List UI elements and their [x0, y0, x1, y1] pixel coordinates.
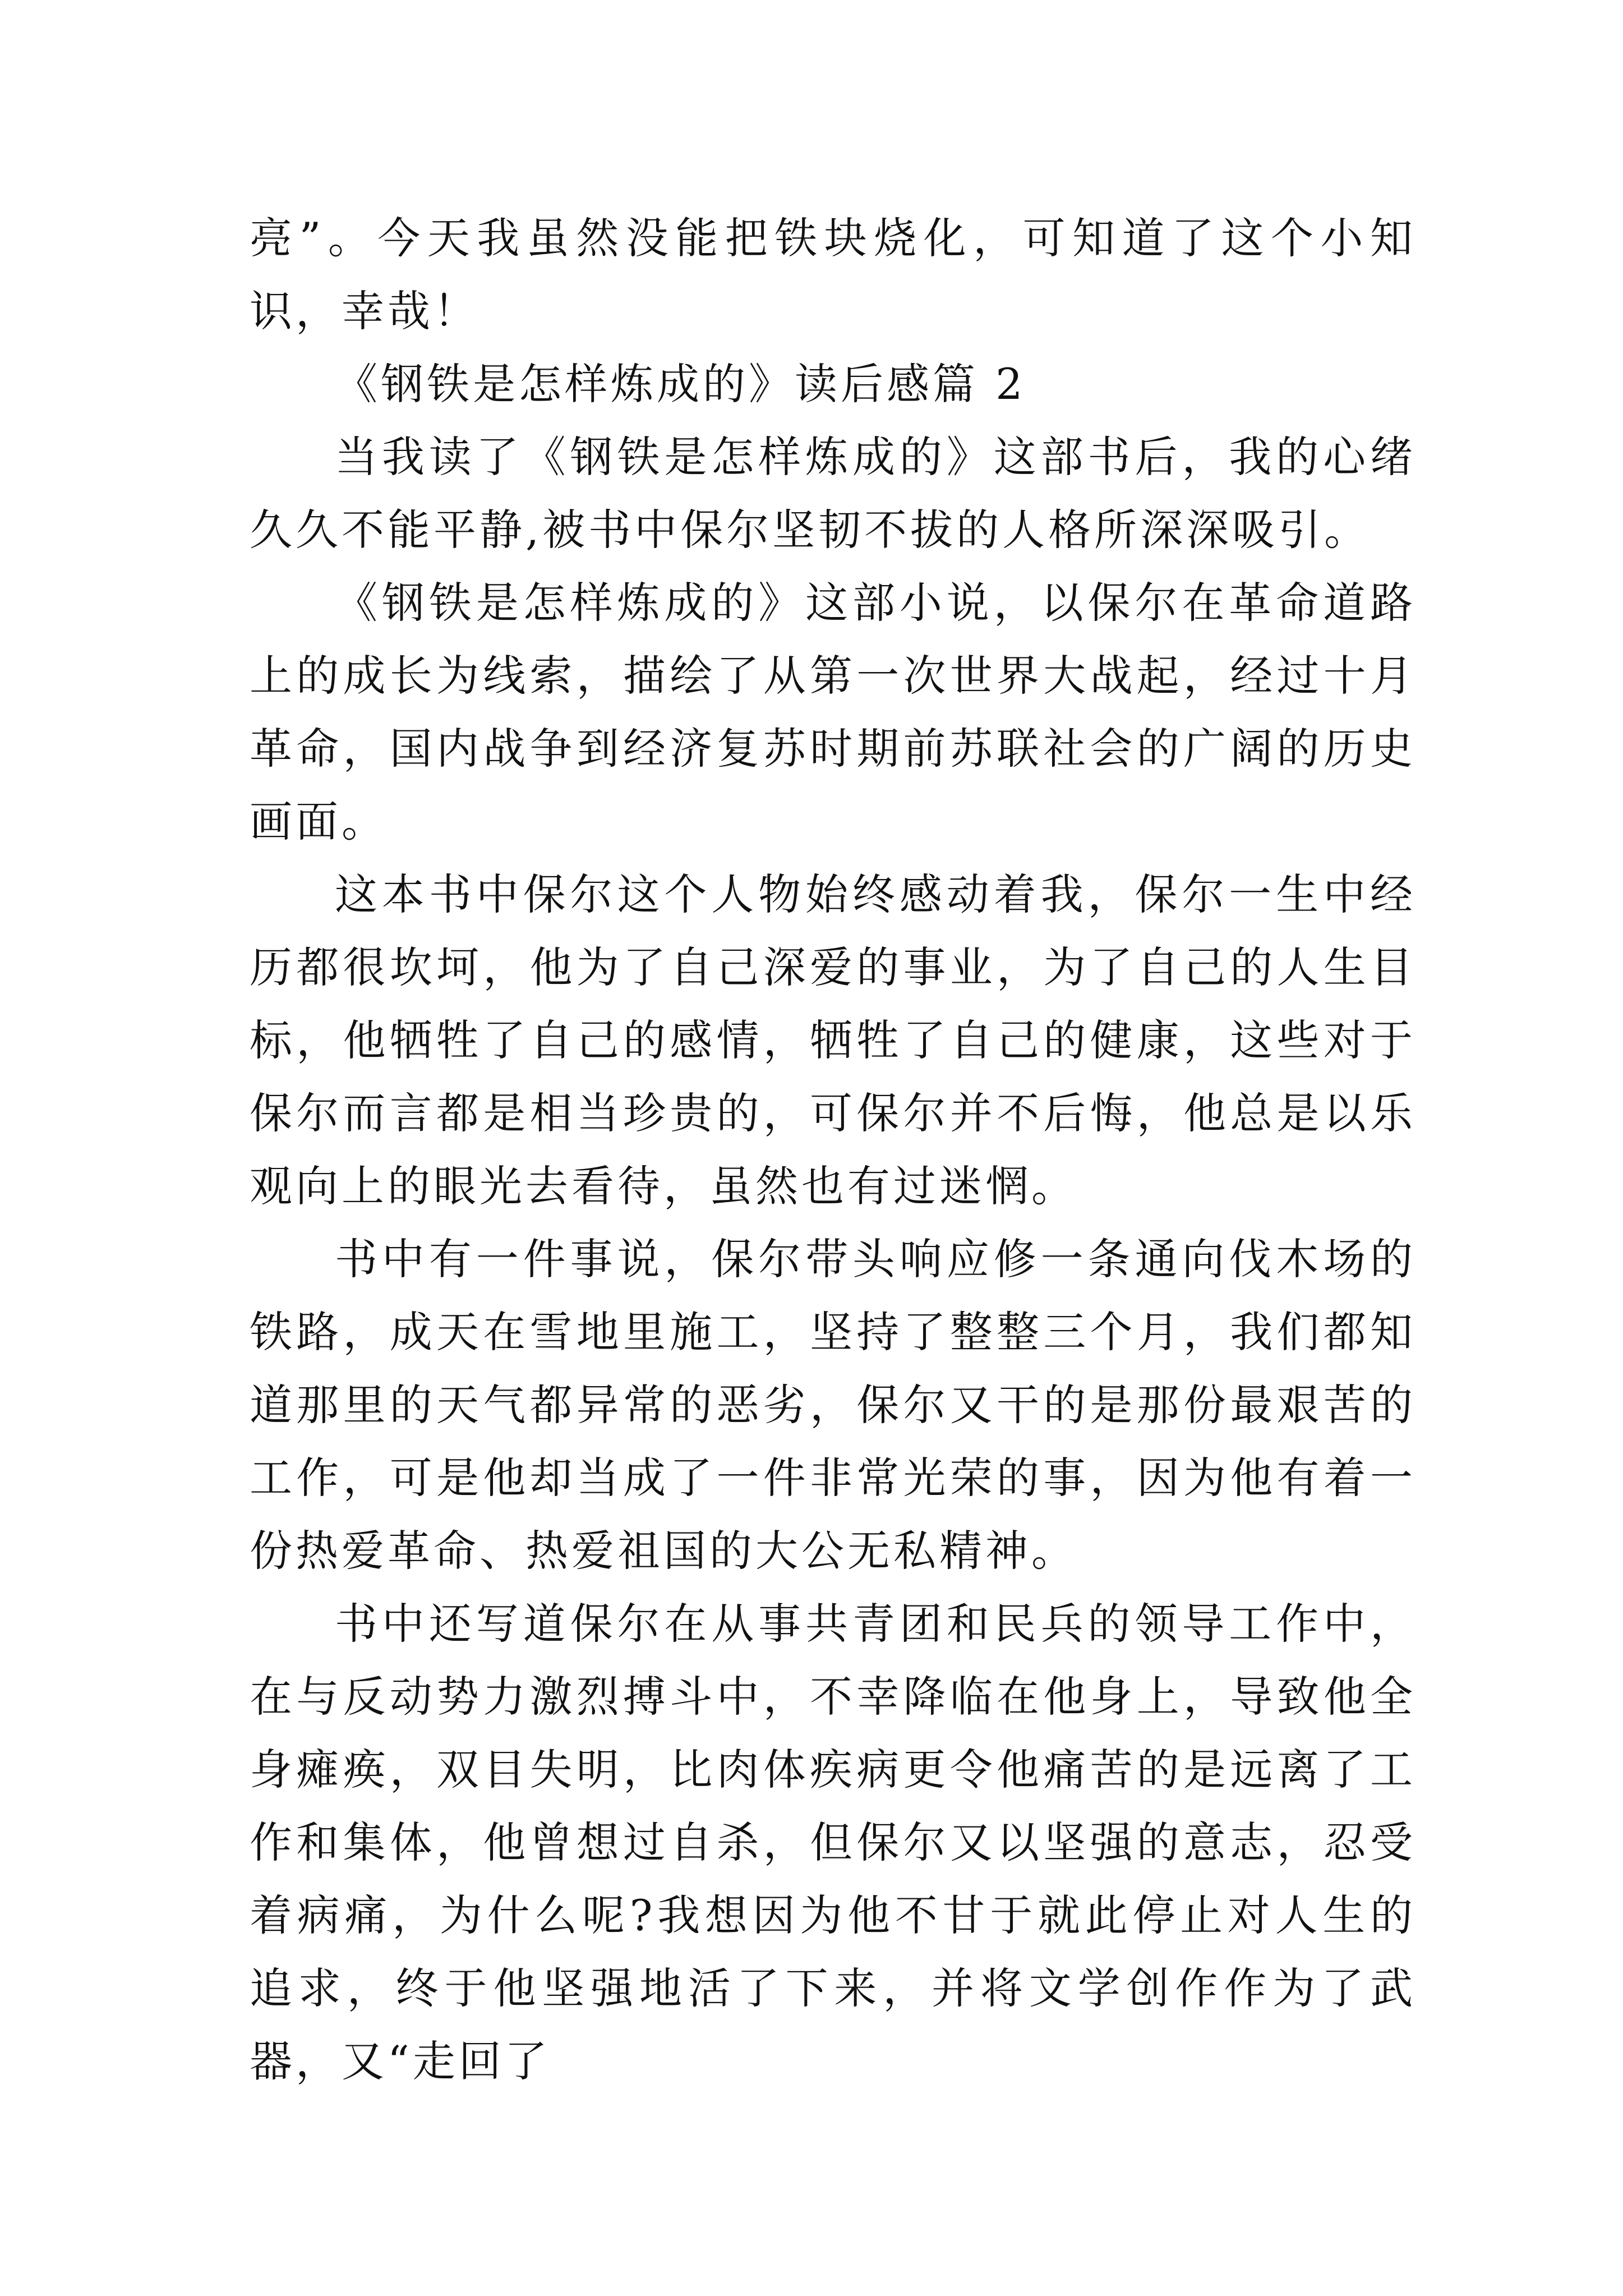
- document-body: [250, 202, 1416, 2098]
- paragraph-continuation: 亮”。今天我虽然没能把铁块烧化，可知道了这个小知识，幸哉！: [250, 213, 1416, 336]
- essay-title: 《钢铁是怎样炼成的》读后感篇 2: [335, 359, 1026, 409]
- paragraph: 《钢铁是怎样炼成的》这部小说，以保尔在革命道路上的成长为线索，描绘了从第一次世界大战起，经过十月革命，国内战争到经济复苏时期前苏联社会的广阔的历史画面。: [250, 578, 1416, 846]
- paragraph: 书中有一件事说，保尔带头响应修一条通向伐木场的铁路，成天在雪地里施工，坚持了整整三个月，我们都知道那里的天气都异常的恶劣，保尔又干的是那份最艰苦的工作，可是他却当成了一件非常光荣的事，因为他有着一份热爱革命、热爱祖国的大公无私精神。: [250, 1234, 1416, 1576]
- paragraph: 这本书中保尔这个人物始终感动着我，保尔一生中经历都很坎坷，他为了自己深爱的事业，为了自己的人生目标，他牺牲了自己的感情，牺牲了自己的健康，这些对于保尔而言都是相当珍贵的，可保尔并不后悔，他总是以乐观向上的眼光去看待，虽然也有过迷惘。: [250, 869, 1416, 1211]
- paragraph: 当我读了《钢铁是怎样炼成的》这部书后，我的心绪久久不能平静,被书中保尔坚韧不拔的人格所深深吸引。: [250, 432, 1416, 555]
- paragraph: 书中还写道保尔在从事共青团和民兵的领导工作中，在与反动势力激烈搏斗中，不幸降临在他身上，导致他全身瘫痪，双目失明，比肉体疾病更令他痛苦的是远离了工作和集体，他曾想过自杀，但保尔又以坚强的意志，忍受着病痛，为什么呢?我想因为他不甘于就此停止对人生的追求，终于他坚强地活了下来，并将文学创作作为了武器，又“走回了: [250, 1599, 1416, 2086]
